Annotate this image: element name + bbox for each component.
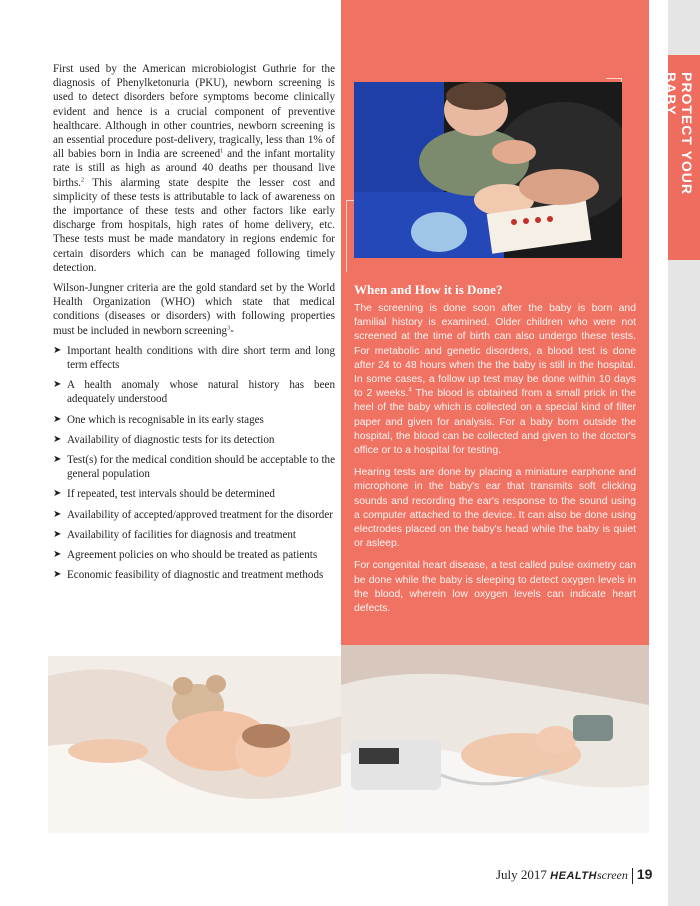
list-item: ➤ If repeated, test intervals should be determined — [53, 488, 275, 501]
page-number: 19 — [636, 866, 653, 882]
intro-paragraph: First used by the American microbiologist Guthrie for the diagnosis of Phenylketonuria (PKU), newborn screening is used to detect disorders before symptoms become clinically evident and hence is a crucial component of preventive healthcare. Although in other countries, newborn screening is an essential procedure post-delivery, tragically, less than 1% of all babies born in India are screened$^1$ and the infant mortality rate is still as high as around 40 deaths per thousand live births.$^2$ This alarming state despite the lesser cost and simplicity of these tests is attributable to lack of awareness on the importance of these tests and other factors like early discharge from hospitals, high rates of home delivery, etc. These tests must be made mandatory in regions endemic for certain disorders which can be managed following timely detection. — [53, 63, 335, 274]
arrow-bullet-icon: ➤ — [53, 413, 62, 425]
page-footer — [496, 866, 652, 884]
issue-date: July 2017 — [496, 867, 547, 882]
heel-prick-photo — [354, 82, 622, 258]
hearing-paragraph: Hearing tests are done by placing a miniature earphone and microphone in the baby's ear that transmits soft clicking sounds and recording the ear's response to the sound using a computer attached to the device. It can also be done using electrodes placed on the baby's head while the baby is quiet or asleep. — [354, 467, 636, 550]
list-item: ➤ Availability of diagnostic tests for its detection — [53, 433, 275, 446]
footer-divider — [632, 868, 633, 884]
arrow-bullet-icon: ➤ — [53, 433, 62, 445]
screening-paragraph: The screening is done soon after the baby is born and familial history is examined. Older children who were not screened at the time of birth can also undergo these tests. For metabolic and genetic disorders, a blood test is done after 24 to 48 hours when the the baby is still in the hospital. In some cases, a follow up test may be done within 10 days to 2 weeks.$^4$ The blood is obtained from a small prick in the heel of the baby which is collected on a special kind of filter paper and given for analysis. For a baby born outside the hospital, the blood can be collected and given to the doctor's office or to a hospital for testing. — [354, 303, 636, 457]
section-heading: When and How it is Done? — [354, 282, 503, 297]
criteria-list — [53, 344, 335, 583]
criteria-paragraph: Wilson-Jungner criteria are the gold standard set by the World Health Organization (WHO) which state that medical conditions (diseases or disorders) with following properties must be included in newborn screening$^3$- — [53, 282, 335, 337]
list-item: ➤ Economic feasibility of diagnostic and treatment methods — [53, 569, 324, 582]
list-item: ➤ Important health conditions with dire short term and long term effects — [53, 344, 335, 372]
arrow-bullet-icon: ➤ — [53, 508, 62, 520]
brand-name: HEALTH — [550, 870, 597, 882]
arrow-bullet-icon: ➤ — [53, 488, 62, 500]
arrow-bullet-icon: ➤ — [53, 344, 62, 356]
baby-with-teddy-photo — [48, 656, 341, 833]
list-item: ➤ Test(s) for the medical condition should be acceptable to the general population — [53, 454, 335, 481]
arrow-bullet-icon: ➤ — [53, 569, 62, 581]
list-item: ➤ A health anomaly whose natural history has been adequately understood — [53, 379, 335, 406]
side-tab-label: PROTECT YOUR BABY — [663, 72, 695, 195]
list-item: ➤ One which is recognisable in its early stages — [53, 413, 264, 426]
arrow-bullet-icon: ➤ — [53, 454, 62, 466]
list-item: ➤ Availability of accepted/approved treatment for the disorder — [53, 508, 333, 521]
left-column-text — [53, 62, 335, 589]
pulse-oximetry-photo — [341, 645, 649, 833]
list-item: ➤ Agreement policies on who should be treated as patients — [53, 549, 318, 562]
brand-suffix: screen — [596, 868, 628, 882]
arrow-bullet-icon: ➤ — [53, 379, 62, 391]
arrow-bullet-icon: ➤ — [53, 549, 62, 561]
arrow-bullet-icon: ➤ — [53, 528, 62, 540]
heart-paragraph: For congenital heart disease, a test called pulse oximetry can be done while the baby is sleeping to detect oxygen levels in the blood, wherein low oxygen levels can indicate heart defects. — [354, 560, 636, 615]
right-column-text — [354, 302, 636, 624]
list-item: ➤ Availability of facilities for diagnosis and treatment — [53, 528, 296, 541]
